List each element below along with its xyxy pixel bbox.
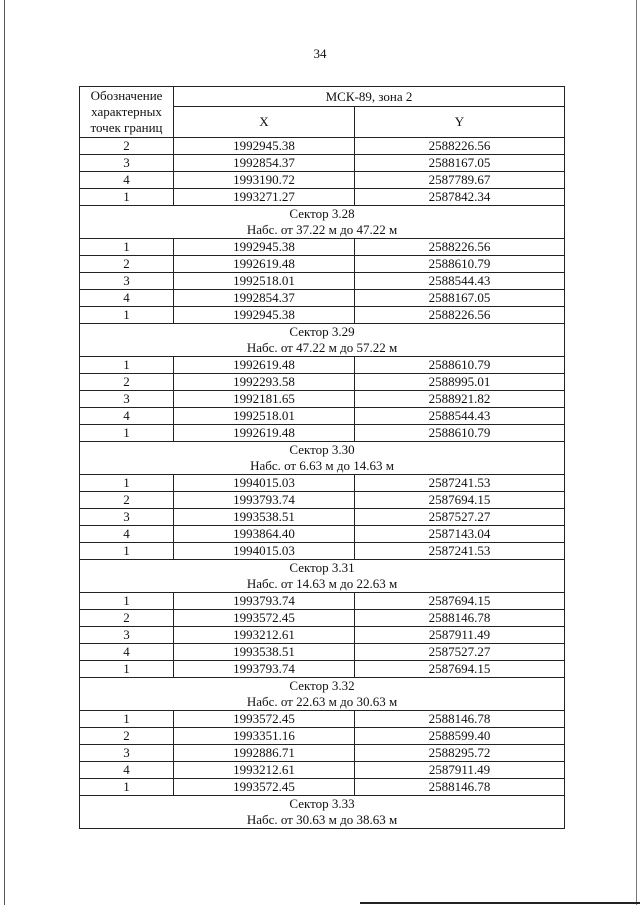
table-row <box>80 172 565 189</box>
x-coordinate-cell: 1993271.27 <box>174 189 355 206</box>
x-coordinate-cell: 1993572.45 <box>174 610 355 627</box>
table-row <box>80 290 565 307</box>
point-id-cell: 4 <box>80 526 174 543</box>
point-id-cell: 4 <box>80 172 174 189</box>
table-row <box>80 391 565 408</box>
page-edge-bottom <box>360 902 640 904</box>
sector-cell <box>80 796 565 829</box>
y-coordinate-cell: 2587241.53 <box>355 475 565 492</box>
table-row <box>80 374 565 391</box>
x-coordinate-cell: 1992619.48 <box>174 425 355 442</box>
x-coordinate-cell: 1993572.45 <box>174 779 355 796</box>
y-coordinate-cell: 2588146.78 <box>355 779 565 796</box>
x-coordinate-cell: 1993190.72 <box>174 172 355 189</box>
x-coordinate-cell: 1992518.01 <box>174 408 355 425</box>
table-row <box>80 543 565 560</box>
sector-range: Набс. от 22.63 м до 30.63 м <box>246 694 398 709</box>
point-id-cell: 2 <box>80 610 174 627</box>
table-row <box>80 155 565 172</box>
point-id-cell: 1 <box>80 593 174 610</box>
page-number: 34 <box>313 46 327 61</box>
sector-title: Сектор 3.33 <box>289 796 355 811</box>
point-id-cell: 4 <box>80 644 174 661</box>
sector-range: Набс. от 37.22 м до 47.22 м <box>246 222 398 237</box>
y-coordinate-cell: 2587694.15 <box>355 593 565 610</box>
x-coordinate-cell: 1992945.38 <box>174 138 355 155</box>
point-id-cell: 4 <box>80 408 174 425</box>
sector-cell <box>80 206 565 239</box>
point-id-cell: 3 <box>80 509 174 526</box>
x-coordinate-cell: 1993864.40 <box>174 526 355 543</box>
x-coordinate-cell: 1993212.61 <box>174 762 355 779</box>
y-coordinate-cell: 2587527.27 <box>355 509 565 526</box>
y-coordinate-cell: 2587241.53 <box>355 543 565 560</box>
table-row <box>80 138 565 155</box>
point-id-cell: 3 <box>80 155 174 172</box>
point-id-cell: 1 <box>80 661 174 678</box>
y-coordinate-cell: 2588610.79 <box>355 357 565 374</box>
table-row <box>80 627 565 644</box>
point-id-cell: 4 <box>80 762 174 779</box>
y-coordinate-cell: 2588544.43 <box>355 408 565 425</box>
table-row <box>80 357 565 374</box>
x-coordinate-cell: 1994015.03 <box>174 543 355 560</box>
y-coordinate-cell: 2587842.34 <box>355 189 565 206</box>
x-coordinate-cell: 1993538.51 <box>174 509 355 526</box>
y-coordinate-cell: 2588610.79 <box>355 425 565 442</box>
point-id-cell: 1 <box>80 711 174 728</box>
x-coordinate-cell: 1992619.48 <box>174 256 355 273</box>
y-coordinate-cell: 2588146.78 <box>355 711 565 728</box>
table-row <box>80 728 565 745</box>
y-coordinate-cell: 2587143.04 <box>355 526 565 543</box>
sector-row <box>80 442 565 475</box>
table-body <box>80 138 565 829</box>
sector-range: Набс. от 47.22 м до 57.22 м <box>246 340 398 355</box>
table-row <box>80 711 565 728</box>
sector-cell <box>80 324 565 357</box>
table-row <box>80 610 565 627</box>
point-id-cell: 1 <box>80 779 174 796</box>
table-row <box>80 273 565 290</box>
point-id-cell: 2 <box>80 728 174 745</box>
x-coordinate-cell: 1993793.74 <box>174 492 355 509</box>
point-id-cell: 1 <box>80 307 174 324</box>
y-coordinate-cell: 2587694.15 <box>355 661 565 678</box>
header-coordinate-system: МСК-89, зона 2 <box>174 87 565 107</box>
sector-title: Сектор 3.28 <box>289 206 355 221</box>
table-row <box>80 307 565 324</box>
table-row <box>80 239 565 256</box>
table-row <box>80 661 565 678</box>
y-coordinate-cell: 2588599.40 <box>355 728 565 745</box>
x-coordinate-cell: 1993793.74 <box>174 593 355 610</box>
sector-title: Сектор 3.30 <box>289 442 355 457</box>
sector-title: Сектор 3.29 <box>289 324 355 339</box>
y-coordinate-cell: 2588544.43 <box>355 273 565 290</box>
y-coordinate-cell: 2588921.82 <box>355 391 565 408</box>
y-coordinate-cell: 2587694.15 <box>355 492 565 509</box>
sector-row <box>80 206 565 239</box>
table-header <box>80 87 565 138</box>
y-coordinate-cell: 2588167.05 <box>355 290 565 307</box>
point-id-cell: 1 <box>80 189 174 206</box>
point-id-cell: 3 <box>80 745 174 762</box>
page-edge-right <box>636 0 637 905</box>
y-coordinate-cell: 2588226.56 <box>355 239 565 256</box>
table-row <box>80 644 565 661</box>
point-id-cell: 2 <box>80 492 174 509</box>
table-row <box>80 593 565 610</box>
point-id-cell: 2 <box>80 374 174 391</box>
y-coordinate-cell: 2588226.56 <box>355 138 565 155</box>
x-coordinate-cell: 1992619.48 <box>174 357 355 374</box>
table-row <box>80 745 565 762</box>
header-point-label: Обозначение характерных точек границ <box>80 87 174 138</box>
x-coordinate-cell: 1992293.58 <box>174 374 355 391</box>
point-id-cell: 3 <box>80 627 174 644</box>
sector-title: Сектор 3.31 <box>289 560 355 575</box>
x-coordinate-cell: 1993793.74 <box>174 661 355 678</box>
sector-cell <box>80 442 565 475</box>
table-row <box>80 779 565 796</box>
point-id-cell: 1 <box>80 425 174 442</box>
sector-title: Сектор 3.32 <box>289 678 355 693</box>
x-coordinate-cell: 1992854.37 <box>174 290 355 307</box>
table-row <box>80 509 565 526</box>
y-coordinate-cell: 2588995.01 <box>355 374 565 391</box>
header-y: Y <box>355 107 565 138</box>
x-coordinate-cell: 1994015.03 <box>174 475 355 492</box>
header-x: X <box>174 107 355 138</box>
sector-row <box>80 560 565 593</box>
x-coordinate-cell: 1992945.38 <box>174 307 355 324</box>
sector-row <box>80 796 565 829</box>
x-coordinate-cell: 1992945.38 <box>174 239 355 256</box>
y-coordinate-cell: 2588146.78 <box>355 610 565 627</box>
point-id-cell: 1 <box>80 357 174 374</box>
table-row <box>80 189 565 206</box>
y-coordinate-cell: 2587527.27 <box>355 644 565 661</box>
table-row <box>80 408 565 425</box>
table-row <box>80 256 565 273</box>
x-coordinate-cell: 1992854.37 <box>174 155 355 172</box>
x-coordinate-cell: 1993351.16 <box>174 728 355 745</box>
y-coordinate-cell: 2587911.49 <box>355 762 565 779</box>
y-coordinate-cell: 2587911.49 <box>355 627 565 644</box>
table-row <box>80 762 565 779</box>
point-id-cell: 4 <box>80 290 174 307</box>
x-coordinate-cell: 1993212.61 <box>174 627 355 644</box>
y-coordinate-cell: 2588167.05 <box>355 155 565 172</box>
y-coordinate-cell: 2587789.67 <box>355 172 565 189</box>
coordinates-table <box>79 86 565 829</box>
table-row <box>80 475 565 492</box>
sector-row <box>80 678 565 711</box>
x-coordinate-cell: 1992518.01 <box>174 273 355 290</box>
point-id-cell: 1 <box>80 239 174 256</box>
point-id-cell: 2 <box>80 138 174 155</box>
table-row <box>80 425 565 442</box>
y-coordinate-cell: 2588610.79 <box>355 256 565 273</box>
sector-range: Набс. от 6.63 м до 14.63 м <box>250 458 394 473</box>
y-coordinate-cell: 2588295.72 <box>355 745 565 762</box>
y-coordinate-cell: 2588226.56 <box>355 307 565 324</box>
point-id-cell: 1 <box>80 475 174 492</box>
sector-cell <box>80 560 565 593</box>
x-coordinate-cell: 1992886.71 <box>174 745 355 762</box>
point-id-cell: 2 <box>80 256 174 273</box>
x-coordinate-cell: 1992181.65 <box>174 391 355 408</box>
x-coordinate-cell: 1993538.51 <box>174 644 355 661</box>
sector-range: Набс. от 14.63 м до 22.63 м <box>246 576 398 591</box>
point-id-cell: 3 <box>80 273 174 290</box>
page-edge-left <box>4 0 5 905</box>
x-coordinate-cell: 1993572.45 <box>174 711 355 728</box>
sector-range: Набс. от 30.63 м до 38.63 м <box>246 812 398 827</box>
sector-row <box>80 324 565 357</box>
point-id-cell: 1 <box>80 543 174 560</box>
point-id-cell: 3 <box>80 391 174 408</box>
table-row <box>80 526 565 543</box>
sector-cell <box>80 678 565 711</box>
table-row <box>80 492 565 509</box>
